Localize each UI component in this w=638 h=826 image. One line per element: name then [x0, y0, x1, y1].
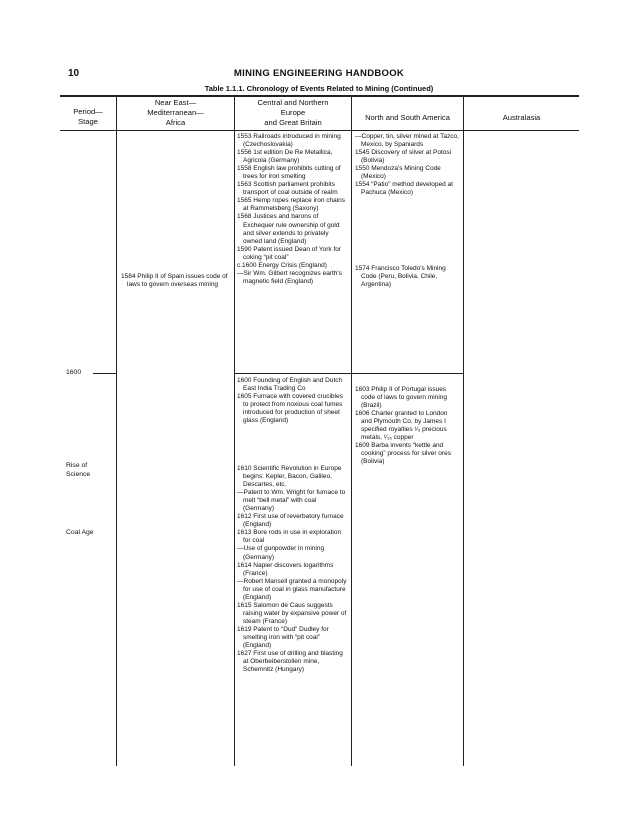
period-year-1600: 1600	[66, 369, 82, 376]
chronology-entry: 1612 First use of reverbatory furnace (England)	[237, 513, 344, 529]
america-upper-entries-late	[355, 265, 459, 289]
chronology-entry: 1565 Hemp ropes replace iron chains at Rammelsberg (Saxony)	[237, 197, 346, 213]
europe-lower-entries	[237, 377, 348, 425]
chronology-entry: 1613 Bore rods in use in exploration for coal	[237, 529, 342, 545]
period-tick-1600	[93, 373, 116, 374]
col-header-america: North and South America	[365, 113, 450, 122]
col-header-australasia: Australasia	[502, 113, 541, 122]
chronology-entry: —Copper, tin, silver mined at Tazco, Mexico, by Spaniards	[355, 133, 459, 149]
chronology-entry: 1605 Furnace with covered crucibles to protect from noxious coal fumes introduced for production of sheet glass (England)	[237, 393, 343, 425]
chronology-entry: —Use of gunpowder in mining (Germany)	[237, 545, 325, 561]
chronology-entry: 1610 Scientific Revolution in Europe begins: Kepler, Bacon, Galileo, Descartes, etc.	[237, 465, 342, 489]
chronology-entry: 1590 Patent issued Dean of York for coking “pit coal”	[237, 245, 342, 261]
col-header-europe: Central and Northern Europe and Great Britain	[257, 98, 329, 127]
chronology-entry: 1563 Scottish parliament prohibits transport of coal outside of realm	[237, 181, 338, 197]
col-header-near-east: Near East— Mediterranean— Africa	[147, 98, 204, 127]
chronology-entry: 1603 Philip II of Portugal issues code of laws to govern mining (Brazil)	[355, 386, 447, 410]
col-header-period: Period— Stage	[73, 107, 103, 126]
chronology-entry: 1558 English law prohibits cutting of trees for iron smelting	[237, 165, 341, 181]
book-title: MINING ENGINEERING HANDBOOK	[233, 68, 405, 79]
europe-lower-entries-late	[237, 465, 348, 674]
near-east-entries	[121, 273, 231, 289]
page-number: 10	[68, 68, 80, 79]
chronology-entry: —Robert Mansell granted a monopoly for use of coal in glass manufacture (England)	[237, 577, 347, 601]
chronology-entry: 1619 Patent to “Dud” Dudley for smelting iron with “pit coal” (England)	[237, 625, 329, 650]
chronology-entry: 1584 Philip II of Spain issues code of laws to govern overseas mining	[121, 273, 228, 289]
europe-upper-entries	[237, 133, 348, 286]
column-divider-1	[116, 95, 117, 766]
period-rise-of-science: Rise of Science	[66, 462, 91, 478]
chronology-entry: 1614 Napier discovers logarithms (France)	[237, 561, 334, 577]
chronology-entry: 1545 Discovery of silver at Potosi (Bolivia)	[355, 149, 452, 165]
column-divider-4	[463, 95, 464, 766]
chronology-entry: 1553 Railroads introduced in mining (Czechoslovakia)	[237, 133, 341, 149]
america-lower-entries	[355, 386, 459, 466]
table-title: Table 1.1.1. Chronology of Events Related to Mining (Continued)	[204, 84, 434, 93]
column-divider-2	[234, 95, 235, 766]
chronology-entry: c.1600 Energy Crisis (England)	[237, 261, 327, 269]
america-upper-entries	[355, 133, 459, 197]
column-divider-3	[351, 95, 352, 766]
chronology-entry: 1556 1st edition De Re Metallica, Agricola (Germany)	[237, 149, 333, 165]
chronology-entry: 1600 Founding of English and Dutch East India Trading Co	[237, 377, 343, 393]
chronology-entry: —Patent to Wm. Wright for furnace to melt “bell metal” with coal (Germany)	[237, 489, 346, 513]
chronology-entry: 1550 Mendoza's Mining Code (Mexico)	[355, 165, 441, 181]
chronology-entry: 1574 Francisco Toledo's Mining Code (Peru, Bolivia, Chile, Argentina)	[355, 265, 446, 289]
chronology-entry: 1627 First use of drilling and blasting at Oberbeiberstollen mine, Schemnitz (Hungary)	[237, 650, 343, 674]
header-bottom-rule	[60, 130, 579, 131]
chronology-entry: 1568 Justices and barons of Exchequer rule ownership of gold and silver extends to privately owned land (England)	[237, 213, 340, 245]
chronology-entry: —Sir Wm. Gilbert recognizes earth's magnetic field (England)	[237, 269, 342, 285]
table-top-rule	[60, 95, 579, 97]
period-coal-age: Coal Age	[66, 529, 94, 536]
chronology-entry: 1554 “Patio” method developed at Pachuca (Mexico)	[355, 181, 453, 197]
chronology-entry: 1609 Barba invents “kettle and cooking” process for silver ores (Bolivia)	[355, 442, 451, 466]
chronology-entry: 1615 Salomon de Caus suggests raising water by expansive power of steam (France)	[237, 601, 347, 625]
row-divider-1600	[234, 373, 463, 374]
chronology-entry: 1606 Charter granted to London and Plymouth Co. by James I specified royalties ¹⁄₅ precious metals, ¹⁄₁₅ copper	[355, 410, 448, 442]
